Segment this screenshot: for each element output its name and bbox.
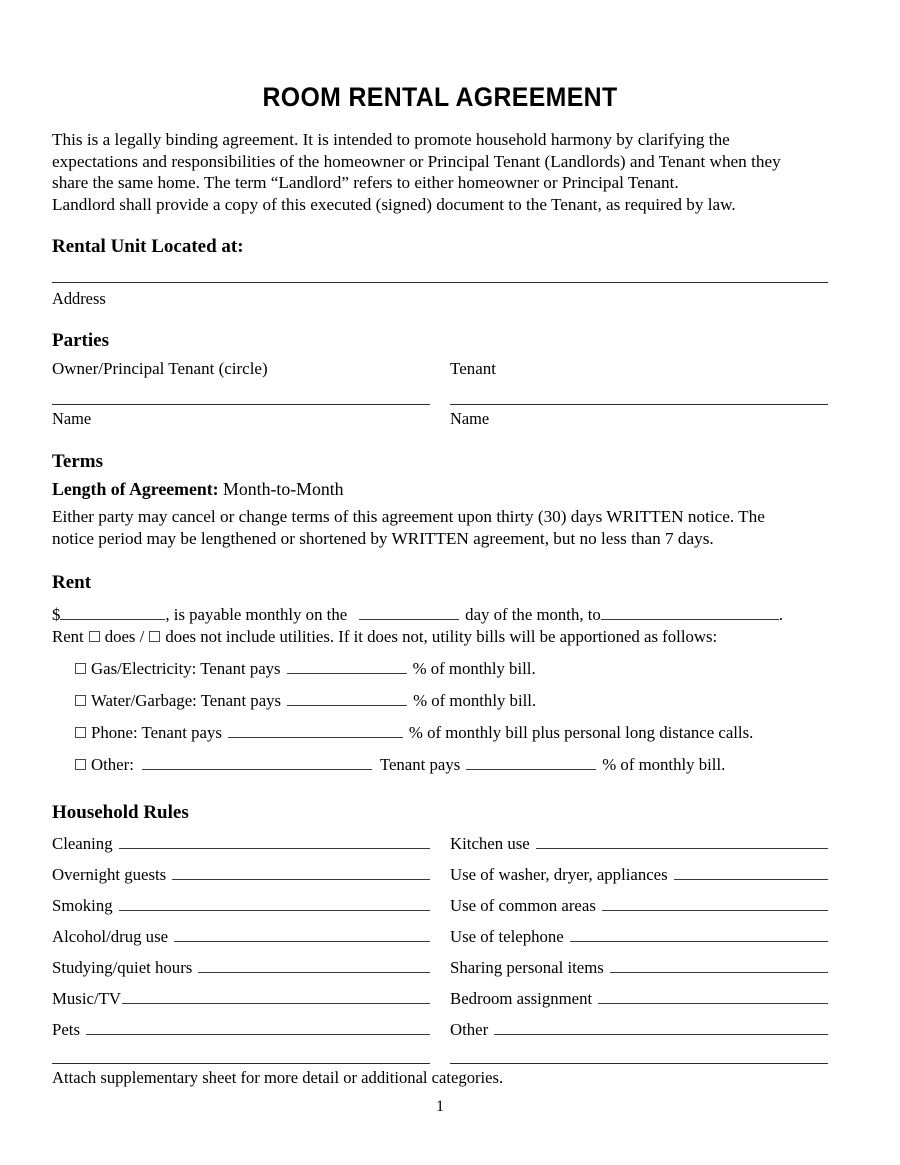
utility-suffix-phone: % of monthly bill plus personal long distance calls.: [408, 723, 754, 742]
household-rule-row-other: [450, 1020, 828, 1040]
rent-due-day-field[interactable]: [359, 605, 459, 620]
utility-row-phone: [75, 723, 753, 743]
household-rule-row-sharing-personal-items: [450, 958, 828, 978]
utility-suffix-other: % of monthly bill.: [602, 755, 726, 774]
utility-row-other: [75, 755, 725, 775]
supplementary-sheet-note: Attach supplementary sheet for more detail or additional categories.: [52, 1068, 504, 1087]
household-rule-row-overnight-guests: [52, 865, 430, 885]
rent-payable-text: , is payable monthly on the: [165, 605, 348, 624]
household-rule-field-music-tv[interactable]: [122, 990, 430, 1004]
household-rule-label-other: Other: [450, 1020, 489, 1039]
terms-line-2: notice period may be lengthened or shortened by WRITTEN agreement, but no less than 7 days.: [52, 528, 714, 548]
page-number: 1: [436, 1098, 444, 1115]
checkbox-water-garbage[interactable]: [75, 695, 86, 706]
household-rule-row-smoking: [52, 896, 430, 916]
household-rule-field-pets[interactable]: [86, 1021, 430, 1035]
rent-amount-field[interactable]: [60, 605, 165, 620]
household-rule-field-bedroom-assignment[interactable]: [598, 990, 828, 1004]
utility-percent-field-gas-electricity[interactable]: [287, 659, 407, 674]
household-rule-row-bedroom-assignment: [450, 989, 828, 1009]
rent-line1-period: .: [778, 605, 784, 624]
checkbox-rent-does-include-utilities[interactable]: [89, 631, 100, 642]
utility-suffix-gas-electricity: % of monthly bill.: [412, 659, 536, 678]
household-rule-label-washer-dryer-appliances: Use of washer, dryer, appliances: [450, 865, 668, 884]
checkbox-other-utility[interactable]: [75, 759, 86, 770]
household-rule-label-sharing-personal-items: Sharing personal items: [450, 958, 604, 977]
terms-paragraph: [52, 506, 828, 549]
length-of-agreement-label: Length of Agreement:: [52, 479, 219, 499]
household-rule-label-pets: Pets: [52, 1020, 80, 1039]
household-rule-row-music-tv: [52, 989, 430, 1009]
rent-payee-field[interactable]: [601, 605, 779, 620]
rent-dollar-sign: $: [52, 605, 61, 624]
utility-label-gas-electricity: Gas/Electricity: Tenant pays: [91, 659, 281, 678]
utility-percent-field-water-garbage[interactable]: [287, 691, 407, 706]
household-rule-row-studying-quiet-hours: [52, 958, 430, 978]
checkbox-rent-does-not-include-utilities[interactable]: [149, 631, 160, 642]
household-rule-label-telephone: Use of telephone: [450, 927, 564, 946]
household-rule-row-cleaning: [52, 834, 430, 854]
utility-other-tenant-pays-text: Tenant pays: [379, 755, 461, 774]
household-rule-field-smoking[interactable]: [119, 897, 430, 911]
household-rule-label-music-tv: Music/TV: [52, 989, 121, 1008]
utility-label-other: Other:: [91, 755, 134, 774]
household-rule-row-common-areas: [450, 896, 828, 916]
section-heading-terms: Terms: [52, 451, 104, 472]
household-rule-field-overnight-guests[interactable]: [172, 866, 430, 880]
rent-amount-row: [52, 605, 783, 625]
household-rule-field-common-areas[interactable]: [602, 897, 828, 911]
address-fill-line[interactable]: [52, 282, 828, 283]
intro-paragraph: [52, 129, 828, 215]
household-rule-field-kitchen-use[interactable]: [536, 835, 828, 849]
tenant-name-fill-line[interactable]: [450, 404, 828, 405]
rent-day-of-month-text: day of the month, to: [465, 605, 601, 624]
owner-name-caption: Name: [52, 409, 92, 428]
section-heading-parties: Parties: [52, 330, 109, 351]
household-rule-field-washer-dryer-appliances[interactable]: [674, 866, 828, 880]
terms-line-1: Either party may cancel or change terms of this agreement upon thirty (30) days WRITTEN notice. The: [52, 507, 765, 526]
household-rule-field-other[interactable]: [494, 1021, 828, 1035]
household-rule-label-alcohol-drug-use: Alcohol/drug use: [52, 927, 169, 946]
owner-principal-tenant-label: Owner/Principal Tenant (circle): [52, 359, 268, 378]
intro-line-1: This is a legally binding agreement. It is intended to promote household harmony by clarifying the: [52, 130, 730, 149]
length-of-agreement-value: Month-to-Month: [223, 479, 344, 499]
rent-does-not-text: does not include utilities. If it does not, utility bills will be apportioned as follows:: [165, 627, 718, 646]
household-rule-row-telephone: [450, 927, 828, 947]
intro-line-2: expectations and responsibilities of the homeowner or Principal Tenant (Landlords) and Tenant when they: [52, 151, 781, 171]
household-rule-row-kitchen-use: [450, 834, 828, 854]
rent-does-text: does /: [104, 627, 145, 646]
section-heading-household-rules: Household Rules: [52, 802, 189, 823]
household-rule-field-studying-quiet-hours[interactable]: [198, 959, 430, 973]
household-rule-field-telephone[interactable]: [570, 928, 828, 942]
household-rule-field-alcohol-drug-use[interactable]: [174, 928, 430, 942]
utility-other-percent-field[interactable]: [466, 755, 596, 770]
checkbox-phone[interactable]: [75, 727, 86, 738]
household-rule-label-overnight-guests: Overnight guests: [52, 865, 167, 884]
tenant-name-caption: Name: [450, 409, 490, 428]
rent-word: Rent: [52, 627, 84, 646]
checkbox-gas-electricity[interactable]: [75, 663, 86, 674]
household-rule-label-bedroom-assignment: Bedroom assignment: [450, 989, 593, 1008]
household-rule-field-sharing-personal-items[interactable]: [610, 959, 828, 973]
section-heading-rental-unit: Rental Unit Located at:: [52, 236, 244, 257]
tenant-label: Tenant: [450, 359, 497, 378]
household-rule-field-cleaning[interactable]: [119, 835, 430, 849]
household-rule-label-smoking: Smoking: [52, 896, 113, 915]
page-title: ROOM RENTAL AGREEMENT: [262, 82, 618, 112]
household-rule-label-cleaning: Cleaning: [52, 834, 113, 853]
household-rule-row-washer-dryer-appliances: [450, 865, 828, 885]
section-heading-rent: Rent: [52, 572, 92, 593]
intro-line-4: Landlord shall provide a copy of this executed (signed) document to the Tenant, as required by law.: [52, 194, 736, 214]
utility-row-gas-electricity: [75, 659, 536, 679]
household-rule-row-pets: [52, 1020, 430, 1040]
household-rule-label-kitchen-use: Kitchen use: [450, 834, 530, 853]
utility-label-phone: Phone: Tenant pays: [91, 723, 222, 742]
utility-suffix-water-garbage: % of monthly bill.: [413, 691, 537, 710]
utility-row-water-garbage: [75, 691, 536, 711]
utility-percent-field-phone[interactable]: [228, 723, 403, 738]
rent-utilities-row: [52, 627, 717, 647]
utility-other-description-field[interactable]: [142, 755, 372, 770]
address-caption: Address: [52, 289, 106, 308]
owner-name-fill-line[interactable]: [52, 404, 430, 405]
utility-label-water-garbage: Water/Garbage: Tenant pays: [91, 691, 282, 710]
household-rule-extra-field-right[interactable]: [450, 1063, 828, 1064]
household-rule-label-common-areas: Use of common areas: [450, 896, 596, 915]
intro-line-3: share the same home. The term “Landlord” refers to either homeowner or Principal Tenant.: [52, 173, 679, 193]
household-rule-extra-field-left[interactable]: [52, 1063, 430, 1064]
household-rule-row-alcohol-drug-use: [52, 927, 430, 947]
household-rule-label-studying-quiet-hours: Studying/quiet hours: [52, 958, 193, 977]
length-of-agreement-row: [52, 479, 344, 500]
